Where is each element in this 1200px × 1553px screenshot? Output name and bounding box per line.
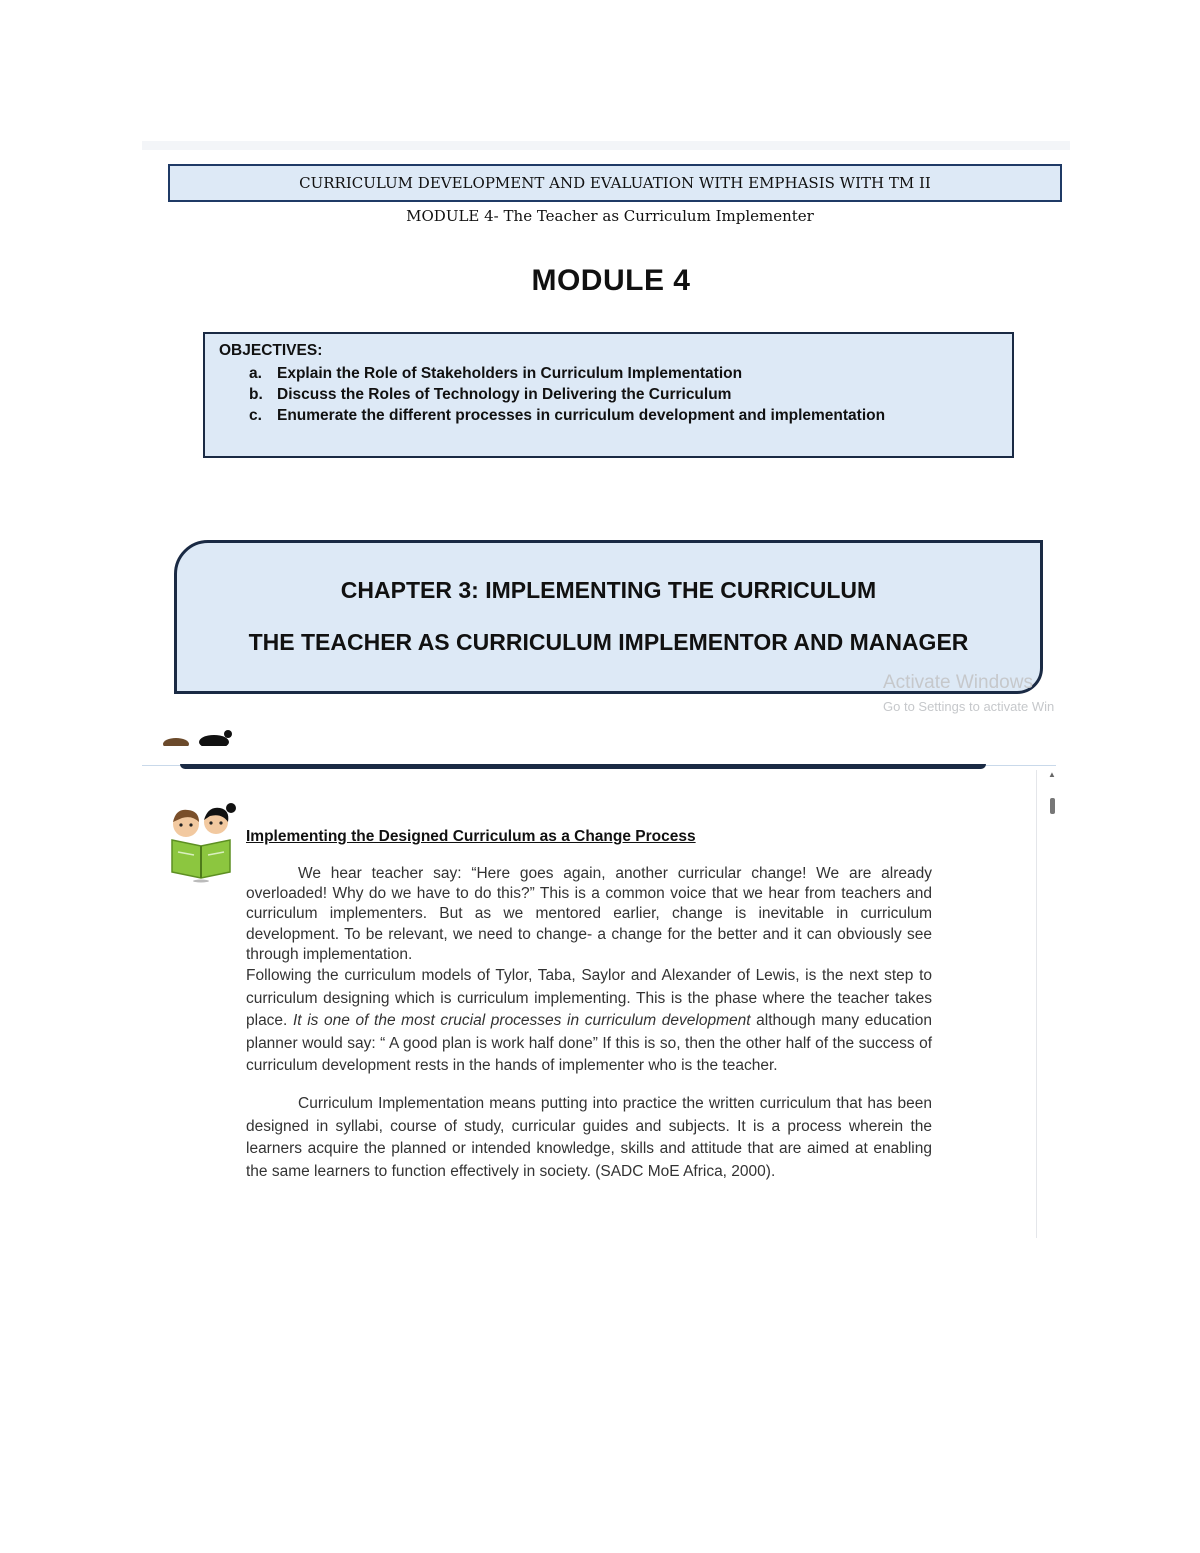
paragraph-2-emphasis: It is one of the most crucial processes in curriculum development [292, 1012, 751, 1030]
objective-letter: a. [249, 365, 262, 382]
objective-text: Enumerate the different processes in curriculum development and implementation [277, 407, 886, 424]
objective-text: Discuss the Roles of Technology in Delivering the Curriculum [277, 386, 732, 403]
objective-text: Explain the Role of Stakeholders in Curriculum Implementation [277, 365, 743, 382]
children-reading-book-icon [164, 800, 238, 884]
objective-letter: c. [249, 407, 262, 424]
objective-item-a [249, 363, 998, 384]
section-body [246, 864, 932, 1183]
objective-letter: b. [249, 386, 263, 403]
objective-item-b [249, 384, 998, 405]
paragraph-2-text-b: although many education planner would say: “ A good plan is work half done” If this is so, then the other half of the success of curriculum development rests in the hands of implementer who is the teacher. [246, 1012, 932, 1075]
objectives-box [203, 332, 1014, 458]
chapter-title: CHAPTER 3: IMPLEMENTING THE CURRICULUM [340, 577, 877, 603]
section-title: Implementing the Designed Curriculum as a Change Process [246, 828, 696, 845]
scroll-up-arrow-icon[interactable]: ▲ [1048, 770, 1056, 779]
banner-bottom-edge [180, 764, 986, 769]
paragraph-2 [246, 965, 932, 1078]
activate-windows-watermark: Activate Windows [883, 672, 1033, 693]
course-title-banner [168, 164, 1062, 202]
paragraph-1: We hear teacher say: “Here goes again, another curricular change! We are already overloaded! Why do we have to do this?” This is a common voice that we hear from teachers and curriculum implementers. But as we mentored earlier, change is inevitable in curriculum development. To be relevant, we need to change- a change for the better and it can obviously see through implementation. [246, 865, 932, 963]
course-title: CURRICULUM DEVELOPMENT AND EVALUATION WITH EMPHASIS WITH TM II [299, 174, 931, 192]
viewer-right-border [1036, 770, 1037, 1238]
chapter-banner [174, 540, 1043, 694]
module-title: MODULE 4 [531, 264, 691, 297]
objective-item-c [249, 405, 998, 426]
paragraph-3: Curriculum Implementation means putting into practice the written curriculum that has been designed in syllabi, course of study, curricular guides and subjects. It is a process wherein the learners acquire the planned or intended knowledge, skills and attitude that are aimed at enabling the same learners to function effectively in society. (SADC MoE Africa, 2000). [246, 1094, 932, 1180]
chapter-subtitle: THE TEACHER AS CURRICULUM IMPLEMENTOR AND MANAGER [248, 629, 969, 655]
page-top-strip [142, 141, 1070, 150]
paragraph-2-text-a: Following the curriculum models of Tylor, Taba, Saylor and Alexander of Lewis, is the next step to curriculum designing which is curriculum implementing. This is the phase where the teacher takes place. [246, 967, 932, 1030]
activate-windows-hint: Go to Settings to activate Win [883, 699, 1055, 714]
module-subtitle: MODULE 4- The Teacher as Curriculum Implementer [406, 207, 814, 225]
objectives-heading: OBJECTIVES: [219, 342, 323, 359]
children-heads-icon [160, 726, 240, 746]
scrollbar-thumb[interactable] [1050, 798, 1055, 814]
